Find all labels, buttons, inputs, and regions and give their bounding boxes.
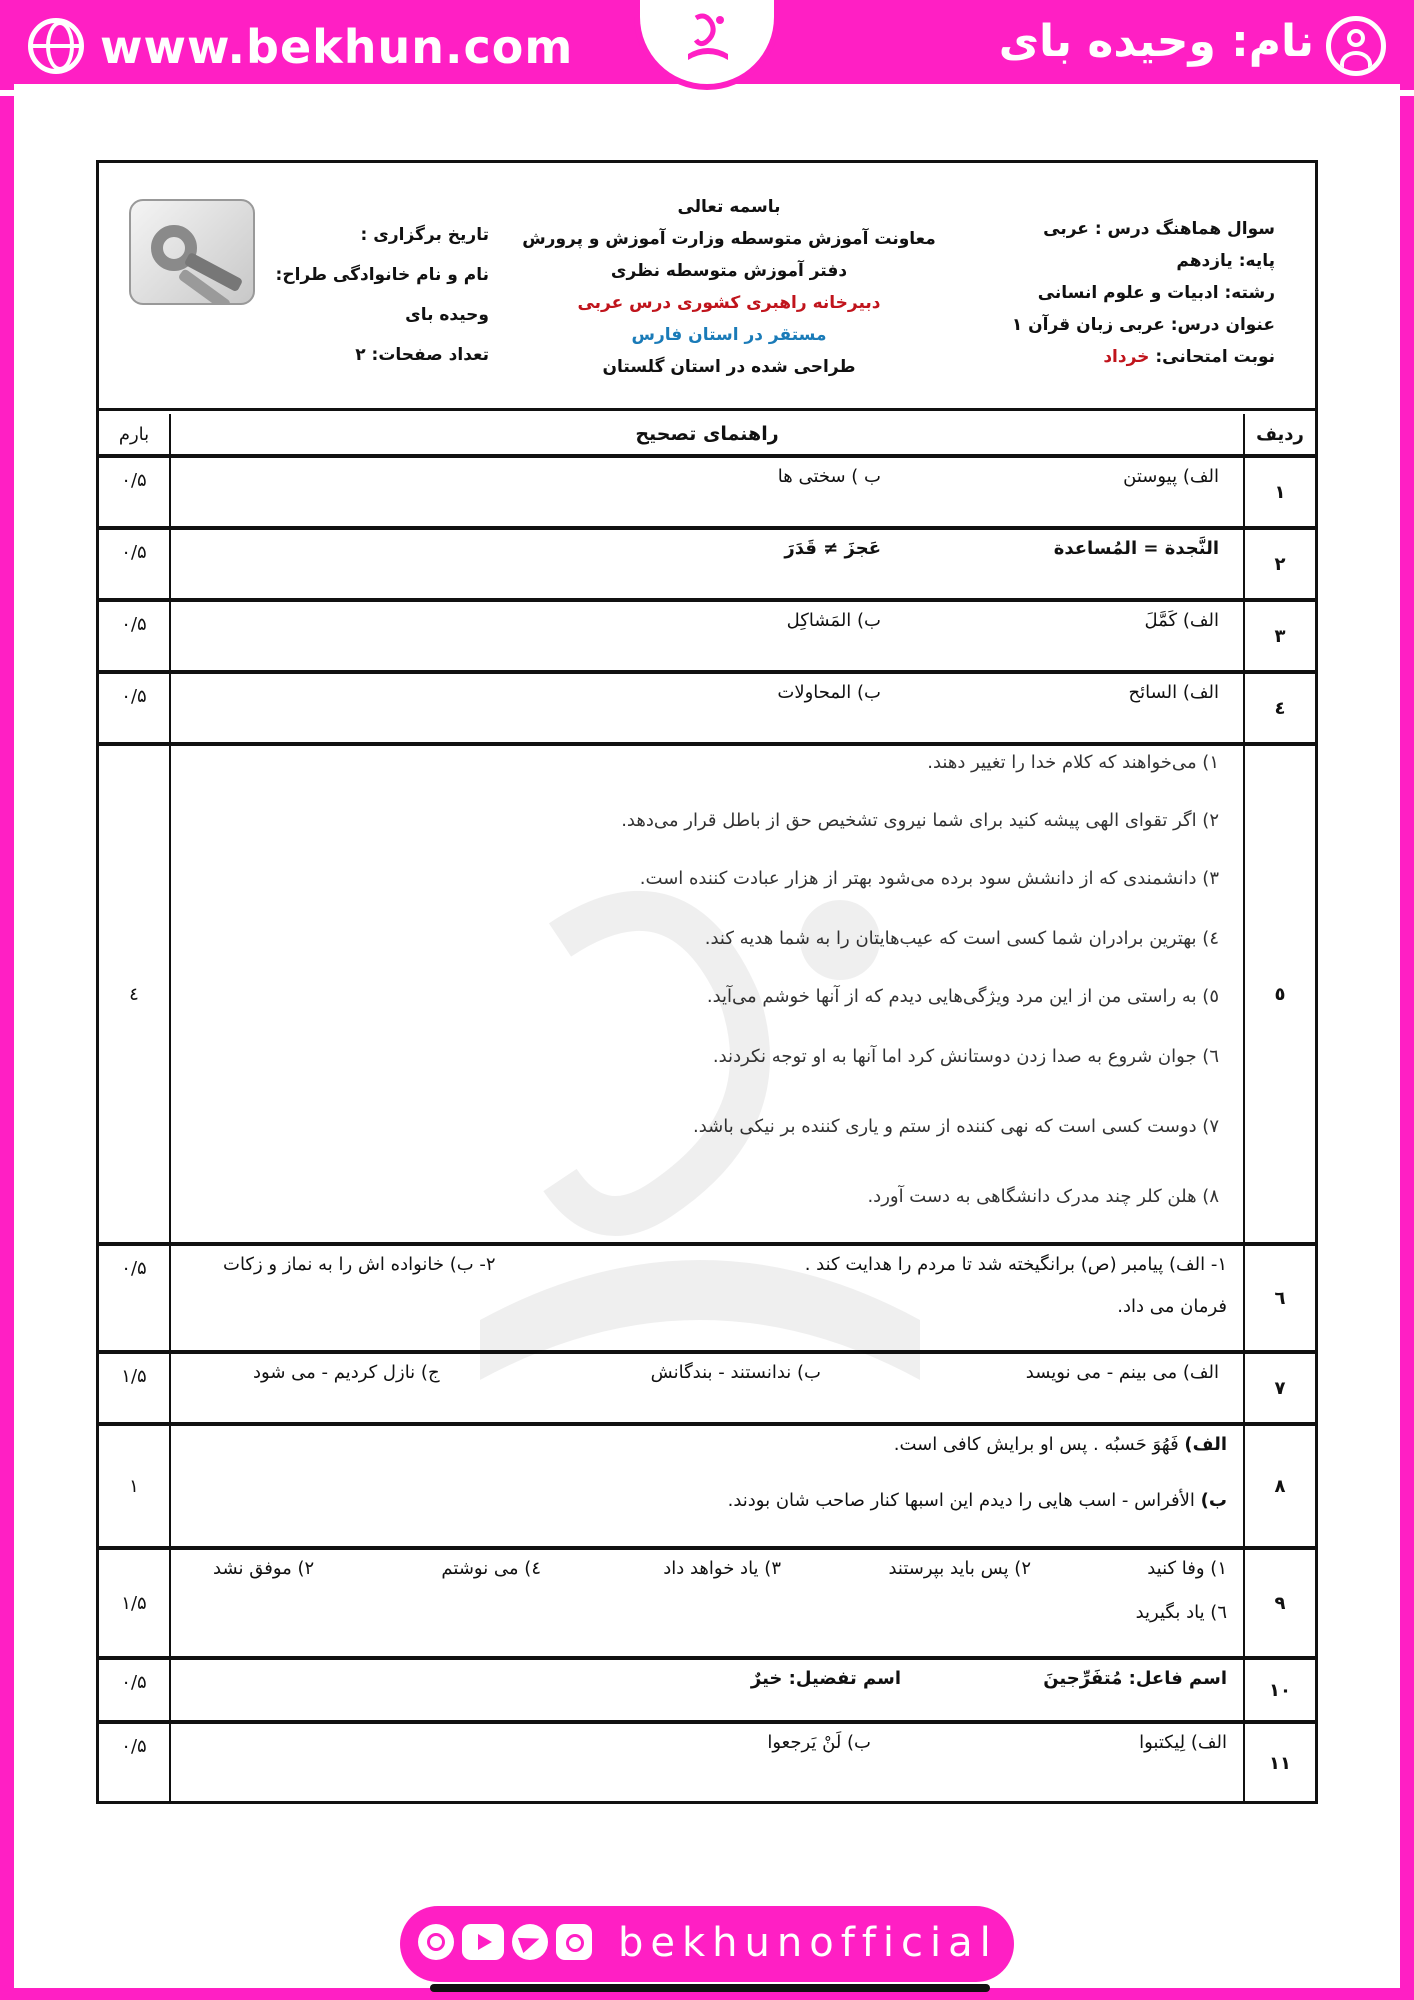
book-logo-icon bbox=[682, 8, 734, 68]
answer-e: ٢) موفق نشد bbox=[213, 1558, 315, 1579]
table-row bbox=[99, 530, 1315, 602]
answer-b: ب) ندانستند - بندگانش bbox=[650, 1362, 821, 1383]
row-answer bbox=[173, 674, 1241, 742]
secretariat-line: دبیرخانه راهبری کشوری درس عربی bbox=[577, 293, 881, 313]
row-answer bbox=[173, 1724, 1241, 1802]
exam-subject: سوال هماهنگ درس : عربی bbox=[1043, 219, 1275, 239]
translation-line: ٢) اگر تقوای الهی پیشه کنید برای شما نیروی تشخیص حق از باطل قرار می‌دهد. bbox=[621, 810, 1219, 831]
footer-shadow bbox=[430, 1984, 990, 1992]
exam-grade: پایه: یازدهم bbox=[1176, 251, 1275, 271]
row-number: ٩ bbox=[1243, 1550, 1315, 1656]
row-number: ٧ bbox=[1243, 1354, 1315, 1422]
col-barem-header: بارم bbox=[99, 414, 171, 454]
answer-a: ١- الف) پیامبر (ص) برانگیخته شد تا مردم را هدایت کند . bbox=[804, 1254, 1227, 1275]
document-header bbox=[99, 163, 1315, 411]
frame-left bbox=[0, 0, 14, 2000]
row-number: ١٠ bbox=[1243, 1660, 1315, 1720]
row-number: ٤ bbox=[1243, 674, 1315, 742]
row-score: ۰/۵ bbox=[99, 458, 171, 526]
row-score: ٤ bbox=[99, 746, 171, 1242]
row-score: ۰/۵ bbox=[99, 530, 171, 598]
row-number: ١ bbox=[1243, 458, 1315, 526]
row-score: ۰/۵ bbox=[99, 674, 171, 742]
exam-field: رشته: ادبیات و علوم انسانی bbox=[1037, 283, 1275, 303]
ministry-line: معاونت آموزش متوسطه وزارت آموزش و پرورش bbox=[522, 229, 936, 249]
user-icon bbox=[1326, 16, 1386, 76]
row-score: ۱ bbox=[99, 1426, 171, 1546]
answer-a: الف) پیوستن bbox=[1123, 466, 1219, 487]
answer-b: ٢- ب) خانواده اش را به نماز و زکات bbox=[223, 1254, 496, 1275]
globe-icon bbox=[28, 18, 84, 74]
row-answer bbox=[173, 602, 1241, 670]
col-radif-header: ردیف bbox=[1243, 414, 1315, 454]
row-score: ۰/۵ bbox=[99, 1246, 171, 1350]
table-row bbox=[99, 1550, 1315, 1660]
telegram-icon[interactable] bbox=[512, 1924, 548, 1960]
designer-name: وحیده بای bbox=[405, 305, 489, 325]
social-footer bbox=[400, 1906, 1014, 1982]
province-line: مستقر در استان فارس bbox=[631, 325, 827, 345]
translation-line: ٤) بهترین برادران شما کسی است که عیب‌هایتان را به شما هدیه کند. bbox=[704, 928, 1219, 949]
row-score: ۱/۵ bbox=[99, 1354, 171, 1422]
table-row bbox=[99, 458, 1315, 530]
answer-d: ٤) می نوشتم bbox=[441, 1558, 541, 1579]
answer-c: فرمان می داد. bbox=[1117, 1296, 1227, 1317]
translation-line: ٨) هلن کلر چند مدرک دانشگاهی به دست آورد. bbox=[867, 1186, 1219, 1207]
watermark-logo bbox=[440, 820, 960, 1460]
row-answer bbox=[173, 458, 1241, 526]
answer-a: اسم فاعل: مُتفَرِّجینَ bbox=[1043, 1668, 1227, 1689]
row-number: ٢ bbox=[1243, 530, 1315, 598]
translation-line: ٧) دوست کسی است که نهی کننده از ستم و یاری کننده بر نیکی باشد. bbox=[692, 1116, 1219, 1137]
top-banner bbox=[0, 0, 1414, 96]
table-header-row bbox=[99, 414, 1315, 458]
answer-b: اسم تفضیل: خیرٌ bbox=[750, 1668, 901, 1689]
answer-a: ١) وفا کنید bbox=[1147, 1558, 1227, 1579]
student-name: نام: وحیده بای bbox=[998, 16, 1314, 67]
key-icon bbox=[129, 199, 255, 305]
answer-c: ج) نازل کردیم - می شود bbox=[253, 1362, 440, 1383]
row-number: ٨ bbox=[1243, 1426, 1315, 1546]
answer-b: ب) الأفراس - اسب هایی را دیدم این اسبها کنار صاحب شان بودند. bbox=[727, 1490, 1227, 1511]
exam-info bbox=[985, 213, 1275, 373]
answer-a: الف) کَمَّلَ bbox=[1144, 610, 1219, 631]
row-score: ۰/۵ bbox=[99, 1724, 171, 1802]
table-row bbox=[99, 602, 1315, 674]
answer-a: الف) لِیکتبوا bbox=[1139, 1732, 1227, 1753]
youtube-icon[interactable] bbox=[462, 1924, 504, 1960]
designer-info bbox=[269, 215, 489, 375]
answer-a: الف) می بینم - می نویسد bbox=[1025, 1362, 1219, 1383]
office-line: دفتر آموزش متوسطه نظری bbox=[610, 261, 848, 281]
row-answer bbox=[173, 1660, 1241, 1720]
row-number: ٥ bbox=[1243, 746, 1315, 1242]
answer-b: ب ) سختی ها bbox=[777, 466, 881, 487]
row-answer bbox=[173, 1550, 1241, 1656]
ministry-info bbox=[519, 191, 939, 383]
answer-c: ٣) یاد خواهد داد bbox=[663, 1558, 781, 1579]
answer-a: الف) فَهُوَ حَسبُه . پس او برایش کافی است. bbox=[893, 1434, 1227, 1455]
answer-a: الف) السائح bbox=[1128, 682, 1219, 703]
designer-province-line: طراحی شده در استان گلستان bbox=[602, 357, 856, 377]
row-score: ۰/۵ bbox=[99, 1660, 171, 1720]
answer-b: عَجزَ ≠ قَدَرَ bbox=[784, 538, 881, 559]
exam-term: نوبت امتحانی: خرداد bbox=[1103, 347, 1275, 367]
translation-line: ٥) به راستی من از این مرد ویژگی‌هایی دیدم که از آنها خوشم می‌آید. bbox=[706, 986, 1219, 1007]
website-url[interactable]: www.bekhun.com bbox=[100, 20, 574, 74]
answer-a: النَّجدة = المُساعدة bbox=[1053, 538, 1219, 559]
row-answer bbox=[173, 530, 1241, 598]
table-row bbox=[99, 1660, 1315, 1724]
frame-right bbox=[1400, 0, 1414, 2000]
aparat-icon[interactable] bbox=[418, 1924, 454, 1960]
row-number: ٣ bbox=[1243, 602, 1315, 670]
table-row bbox=[99, 674, 1315, 746]
row-score: ۱/۵ bbox=[99, 1550, 171, 1656]
bismillah-line: باسمه تعالی bbox=[677, 197, 781, 217]
social-handle[interactable]: bekhunofficial bbox=[618, 1920, 998, 1966]
row-number: ٦ bbox=[1243, 1246, 1315, 1350]
exam-date: تاریخ برگزاری : bbox=[360, 225, 489, 245]
answer-b: ب) لَنْ یَرجعوا bbox=[767, 1732, 871, 1753]
page-count: تعداد صفحات: ۲ bbox=[355, 345, 489, 365]
translation-line: ١) می‌خواهند که کلام خدا را تغییر دهند. bbox=[927, 752, 1219, 773]
answer-f: ٦) یاد بگیرید bbox=[1135, 1602, 1227, 1623]
row-number: ١١ bbox=[1243, 1724, 1315, 1802]
translation-line: ٣) دانشمندی که از دانشش سود برده می‌شود بهتر از هزار عبادت کننده است. bbox=[639, 868, 1219, 889]
col-main-header: راهنمای تصحیح bbox=[635, 423, 779, 445]
table-row bbox=[99, 1724, 1315, 1802]
translation-line: ٦) جوان شروع به صدا زدن دوستانش کرد اما آنها به او توجه نکردند. bbox=[712, 1046, 1219, 1067]
exam-course: عنوان درس: عربی زبان قرآن ۱ bbox=[1011, 315, 1275, 335]
designer-label: نام و نام خانوادگی طراح: bbox=[275, 265, 489, 285]
instagram-icon[interactable] bbox=[556, 1924, 592, 1960]
row-score: ۰/۵ bbox=[99, 602, 171, 670]
answer-b: ٢) پس باید بپرستند bbox=[888, 1558, 1031, 1579]
answer-b: ب) المحاولات bbox=[777, 682, 881, 703]
answer-b: ب) المَشاکِل bbox=[786, 610, 881, 631]
